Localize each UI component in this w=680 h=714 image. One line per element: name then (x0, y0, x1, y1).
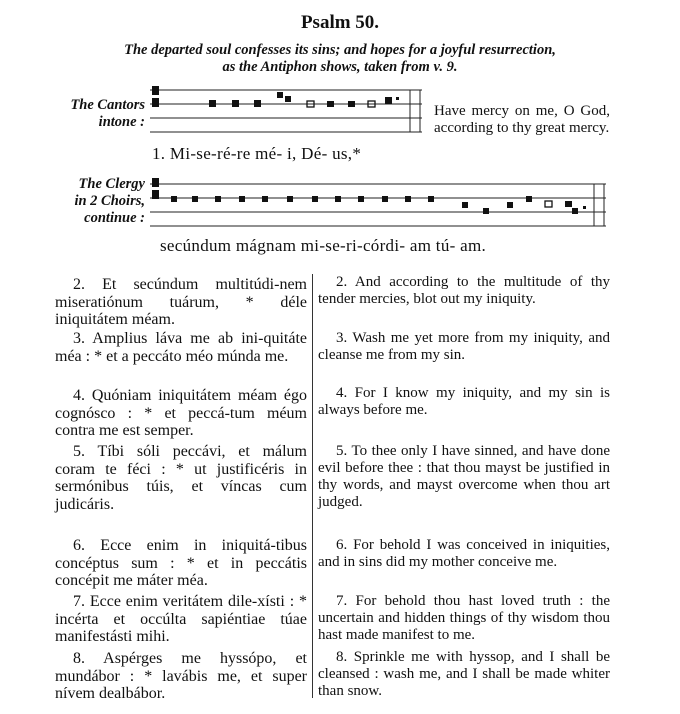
latin-verse-6: 6. Ecce enim in iniquitá-tibus concéptus sum : * et in peccátis concépit me máter méa. (55, 537, 307, 589)
c-clef-1 (152, 86, 159, 95)
latin-verse-7: 7. Ecce enim veritátem dile-xísti : * incérta et occúlta sapiéntiae túae manifestásti mihi. (55, 593, 307, 645)
c-clef-2 (152, 178, 159, 187)
latin-verse-5: 5. Tíbi sóli peccávi, et málum coram te féci : * ut justificéris in sermónibus túis, et víncas cum judicáris. (55, 443, 307, 513)
english-verse-7: 7. For behold thou hast loved truth : the uncertain and hidden things of thy wisdom thou hast made manifest to me. (318, 593, 610, 643)
chant1-lyrics: 1. Mi-se-ré-re mé- i, Dé- us,* (152, 144, 362, 163)
english-verse-2: 2. And according to the multitude of thy tender mercies, blot out my iniquity. (318, 274, 610, 307)
subtitle-line-1: The departed soul confesses its sins; and hopes for a joyful resurrection, (124, 42, 556, 58)
latin-verse-4: 4. Quóniam iniquitátem méam égo cognósco : * et peccá-tum méum contra me est semper. (55, 387, 307, 439)
english-verse-6: 6. For behold I was conceived in iniquities, and in sins did my mother conceive me. (318, 537, 610, 570)
chant2-label-line-1: The Clergy (78, 176, 145, 192)
page-title: Psalm 50. (300, 12, 380, 33)
chant2-label-line-2: in 2 Choirs, (74, 193, 145, 209)
latin-verse-2: 2. Et secúndum multitúdi-nem miseratiónum tuárum, * déle iniquitátem méam. (55, 276, 307, 328)
chant1-label-line-2: intone : (98, 114, 145, 130)
staff-2 (150, 184, 606, 226)
chant2-label (20, 176, 145, 227)
chant1-translation: Have mercy on me, O God, according to thy great mercy. (434, 103, 610, 136)
chant1-label-line-1: The Cantors (70, 97, 145, 113)
latin-verse-3: 3. Amplius láva me ab ini-quitáte méa : * et a peccáto méo múnda me. (55, 330, 307, 365)
staff-2-notes (152, 178, 586, 214)
subtitle-line-2: as the Antiphon shows, taken from v. 9. (222, 59, 458, 75)
english-verse-5: 5. To thee only I have sinned, and have done evil before thee : that thou mayst be justified in thy words, and mayst overcome when thou art judged. (318, 443, 610, 510)
english-verse-4: 4. For I know my iniquity, and my sin is always before me. (318, 385, 610, 418)
english-verse-3: 3. Wash me yet more from my iniquity, and cleanse me from my sin. (318, 330, 610, 363)
english-verse-8: 8. Sprinkle me with hyssop, and I shall be cleansed : wash me, and I shall be made whiter than snow. (318, 649, 610, 699)
column-divider (312, 274, 313, 698)
latin-verse-8: 8. Aspérges me hyssópo, et mundábor : * lavábis me, et super nívem dealbábor. (55, 650, 307, 702)
chant2-lyrics: secúndum mágnam mi-se-ri-córdi- am tú- am. (160, 236, 487, 255)
chant2-label-line-3: continue : (84, 210, 145, 226)
